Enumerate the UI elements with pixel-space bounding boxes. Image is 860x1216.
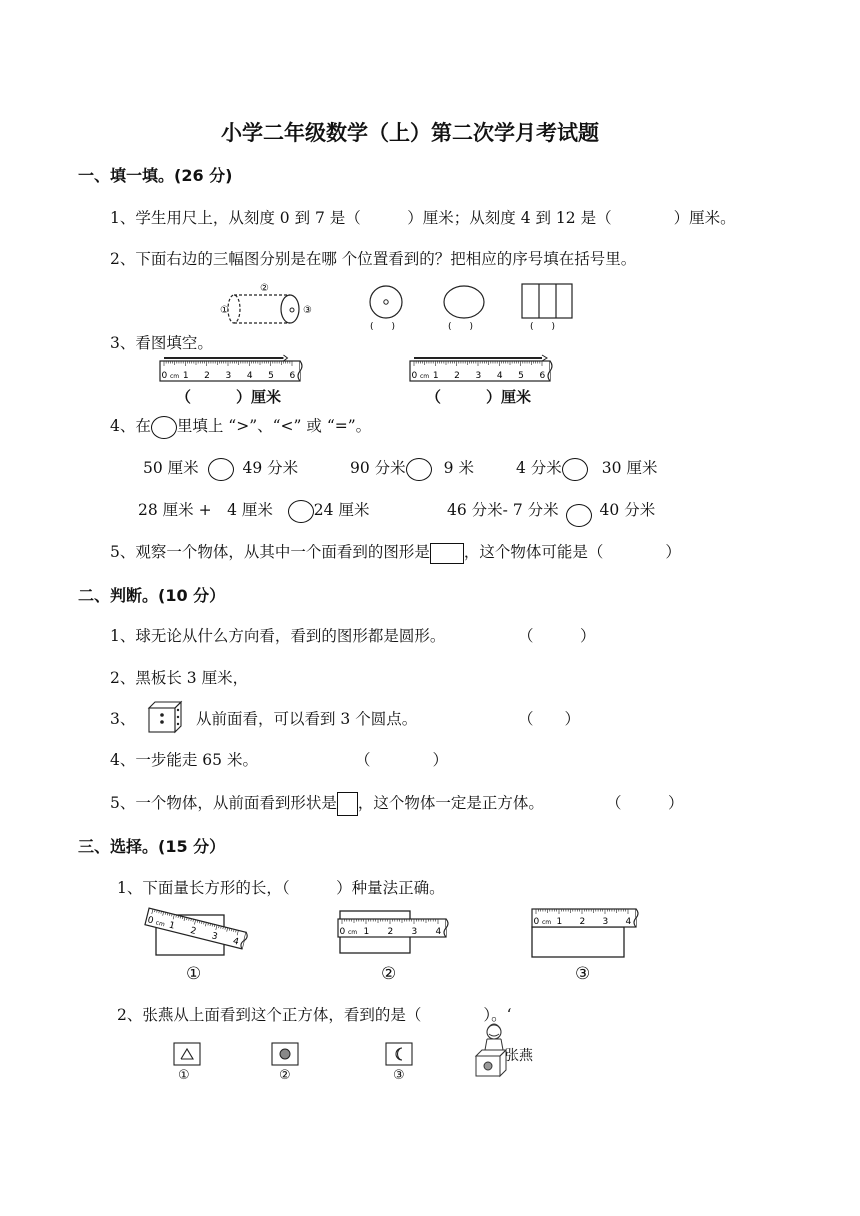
ruler-tick-label: 2 xyxy=(204,371,210,381)
ruler-unit-label: cm xyxy=(154,919,166,929)
compare-row-2 xyxy=(138,498,369,523)
compare-2-right: 9 米 xyxy=(443,459,474,477)
cube-option-3-label: ③ xyxy=(393,1068,405,1083)
q5-prefix: 5、观察一个物体，从其中一个面看到的图形是 xyxy=(110,543,430,561)
compare-3-right: 30 厘米 xyxy=(601,459,658,477)
s3-question-2: 2、张燕从上面看到这个正方体，看到的是（ ）。‘ xyxy=(117,1006,512,1024)
ruler-tick-label: 3 xyxy=(210,931,219,943)
q4-prefix: 4、在 xyxy=(110,417,151,435)
ruler-tick-label: 2 xyxy=(189,925,198,938)
view-label-1: ① xyxy=(220,305,229,316)
ruler-tick-label: 0 xyxy=(411,371,418,381)
ruler-unit-label: cm xyxy=(542,919,552,926)
compare-circle-4[interactable] xyxy=(288,500,314,523)
ruler-tick-label: 5 xyxy=(268,371,274,381)
ruler-tick-label: 0 xyxy=(161,371,168,381)
ruler xyxy=(160,355,302,381)
ruler-tick-label: 6 xyxy=(289,371,296,381)
ruler-tick-label: 3 xyxy=(225,371,232,381)
square-shape-icon xyxy=(337,792,358,816)
ruler-tick-label: 3 xyxy=(411,927,418,937)
ruler-tick-label: 1 xyxy=(167,920,176,932)
section-3-heading: 三、选择。(15 分） xyxy=(78,837,226,856)
ruler-unit-label: cm xyxy=(170,373,180,380)
section-1-heading: 一、填一填。(26 分) xyxy=(78,166,233,185)
ruler xyxy=(145,908,248,949)
person-name-label: 张燕 xyxy=(505,1048,533,1064)
cube-option-1-label: ① xyxy=(178,1068,190,1083)
ruler-tick-label: 2 xyxy=(387,927,394,937)
compare-2-left: 90 分米 xyxy=(350,459,406,477)
ruler-unit-label: cm xyxy=(420,373,430,380)
compare-5-left: 46 分米- 7 分米 xyxy=(447,501,559,519)
compare-3-left: 4 分米 xyxy=(516,459,562,477)
s2-answer-1[interactable]: （ ） xyxy=(518,627,596,645)
rectangle-shape-icon xyxy=(430,543,464,564)
view-label-3: ③ xyxy=(303,305,312,316)
ruler-tick-label: 1 xyxy=(432,371,439,381)
ruler-tick-label: 0 xyxy=(339,927,346,937)
compare-circle-3[interactable] xyxy=(562,458,588,481)
ruler-answer-blank-2[interactable]: （ ）厘米 xyxy=(426,388,532,406)
option-2-label: ② xyxy=(381,964,397,984)
ruler-answer-blank-1[interactable]: （ ）厘米 xyxy=(176,388,282,406)
ruler-unit-label: cm xyxy=(348,929,358,936)
s2-q3-prefix: 3、 xyxy=(110,710,136,728)
ruler-tick-label: 1 xyxy=(182,371,189,381)
ruler-tick-label: 3 xyxy=(602,917,609,927)
compare-circle-5[interactable] xyxy=(566,504,592,527)
cube-option-2-label: ② xyxy=(279,1068,291,1083)
s2-question-2: 2、黑板长 3 厘米， xyxy=(110,669,249,687)
compare-1-right: 49 分米 xyxy=(242,459,299,477)
s1-question-5 xyxy=(110,540,681,564)
ruler-tick-label: 4 xyxy=(246,371,253,381)
section-2-heading: 二、判断。(10 分） xyxy=(78,586,226,605)
page-title: 小学二年级数学（上）第二次学月考试题 xyxy=(221,121,599,145)
compare-row-1b xyxy=(350,456,474,481)
s2-question-3-text: 从前面看，可以看到 3 个圆点。 xyxy=(196,710,418,728)
q5-suffix: ，这个物体可能是（ ） xyxy=(463,543,681,561)
s3-question-1: 1、下面量长方形的长，（ ）种量法正确。 xyxy=(117,879,445,897)
ruler-tick-label: 1 xyxy=(363,927,370,937)
s2-question-3 xyxy=(110,707,135,729)
s2-question-1: 1、球无论从什么方向看，看到的图形都是圆形。 xyxy=(110,627,446,645)
view-label-2: ② xyxy=(260,283,269,294)
s2-answer-3[interactable]: （ ） xyxy=(518,710,581,728)
svg-text:( ): ( ) xyxy=(448,322,474,332)
svg-text:( ): ( ) xyxy=(370,322,396,332)
s2-question-5 xyxy=(110,791,544,816)
s1-question-4 xyxy=(110,414,371,439)
s2-answer-5[interactable]: （ ） xyxy=(606,794,684,812)
ruler-tick-label: 4 xyxy=(625,917,632,927)
ruler-tick-label: 3 xyxy=(475,371,482,381)
ruler-tick-label: 4 xyxy=(496,371,503,381)
compare-4-right: 24 厘米 xyxy=(313,501,370,519)
compare-row-2b xyxy=(447,498,655,523)
option-1-label: ① xyxy=(186,964,202,984)
ruler-tick-label: 2 xyxy=(579,917,586,927)
option-3-label: ③ xyxy=(575,964,591,984)
s2-q5-prefix: 5、一个物体，从前面看到形状是 xyxy=(110,794,337,812)
s1-question-3: 3、看图填空。 xyxy=(110,334,213,352)
s2-q5-suffix: ，这个物体一定是正方体。 xyxy=(357,794,544,812)
s1-question-2: 2、下面右边的三幅图分别是在哪 个位置看到的？把相应的序号填在括号里。 xyxy=(110,250,637,268)
compare-circle-1[interactable] xyxy=(208,458,234,481)
s2-question-4: 4、一步能走 65 米。 xyxy=(110,751,258,769)
ruler-tick-label: 6 xyxy=(539,371,546,381)
compare-circle-example xyxy=(151,416,177,439)
compare-1-left: 50 厘米 xyxy=(143,459,199,477)
ruler-tick-label: 5 xyxy=(518,371,524,381)
svg-text:( ): ( ) xyxy=(530,322,556,332)
compare-row-1c xyxy=(516,456,657,481)
s2-answer-4[interactable]: （ ） xyxy=(355,751,449,769)
ruler xyxy=(532,909,638,927)
ruler-tick-label: 4 xyxy=(231,936,240,948)
ruler-tick-label: 2 xyxy=(454,371,460,381)
ruler-tick-label: 0 xyxy=(146,915,155,927)
compare-row-1 xyxy=(143,456,298,481)
ruler xyxy=(338,919,448,937)
q4-suffix: 里填上 “>”、“<” 或 “=”。 xyxy=(176,417,372,435)
ruler-tick-label: 1 xyxy=(556,917,563,927)
ruler xyxy=(410,355,552,381)
compare-4-left: 28 厘米 + 4 厘米 xyxy=(138,501,273,519)
compare-circle-2[interactable] xyxy=(406,458,432,481)
ruler-tick-label: 0 xyxy=(533,917,540,927)
compare-5-right: 40 分米 xyxy=(599,501,656,519)
s1-question-1: 1、学生用尺上，从刻度 0 到 7 是（ ）厘米；从刻度 4 到 12 是（ ）厘米。 xyxy=(110,209,736,227)
ruler-tick-label: 4 xyxy=(435,927,442,937)
